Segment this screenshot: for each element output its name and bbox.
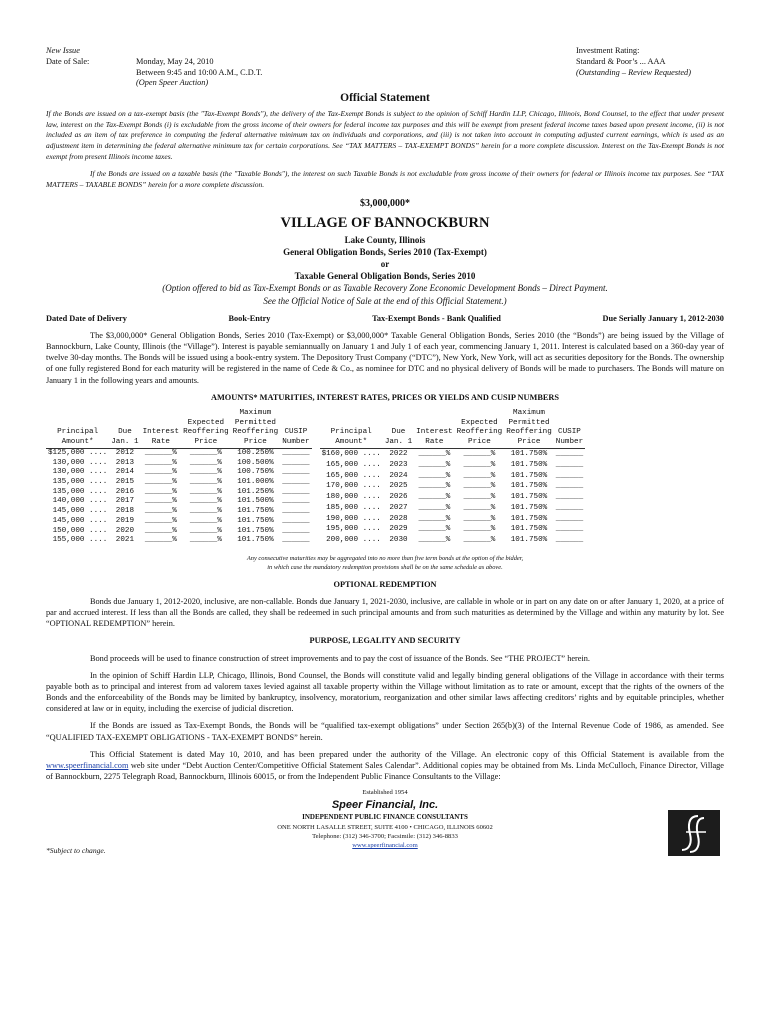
interest-rate-blank: ______% bbox=[418, 482, 451, 491]
firm-established: Established 1954 bbox=[362, 789, 408, 797]
due-year: 2022 bbox=[389, 449, 408, 458]
expected-price-blank: ______% bbox=[189, 458, 222, 467]
max-price: 101.250% bbox=[237, 487, 274, 496]
principal-amount: 155,000 .... bbox=[52, 536, 108, 545]
table-row bbox=[46, 448, 312, 458]
subject-to-change-note: *Subject to change. bbox=[46, 846, 106, 856]
interest-rate-blank: ______% bbox=[144, 497, 177, 506]
table-row bbox=[320, 535, 586, 546]
expected-price-blank: ______% bbox=[463, 503, 496, 512]
principal-amount: 180,000 .... bbox=[326, 493, 381, 502]
principal-amount: $125,000 .... bbox=[48, 448, 108, 457]
header-expected: Price bbox=[181, 438, 231, 448]
maturities-title: AMOUNTS* MATURITIES, INTEREST RATES, PRICES OR YIELDS AND CUSIP NUMBERS bbox=[210, 392, 559, 402]
interest-rate-blank: ______% bbox=[418, 460, 451, 469]
header-principal bbox=[46, 419, 109, 429]
cusip-blank: ______ bbox=[282, 497, 310, 506]
interest-rate-blank: ______% bbox=[418, 449, 451, 458]
max-price: 100.500% bbox=[237, 458, 274, 467]
header-maximum: Maximum bbox=[513, 408, 545, 417]
table-row bbox=[46, 517, 312, 527]
max-price: 101.750% bbox=[510, 471, 548, 480]
header-expected: Price bbox=[455, 438, 505, 448]
header-cusip: CUSIP bbox=[558, 428, 581, 437]
principal-amount: 130,000 .... bbox=[52, 468, 108, 477]
max-price: 100.750% bbox=[237, 468, 274, 477]
header-maximum: Maximum bbox=[239, 408, 272, 417]
speer-website-link[interactable]: www.speerfinancial.com bbox=[46, 761, 129, 771]
max-price: 101.750% bbox=[510, 503, 548, 512]
maturity-table-right bbox=[320, 409, 586, 546]
sale-type: (Open Speer Auction) bbox=[136, 78, 209, 88]
due-year: 2023 bbox=[389, 460, 408, 469]
table-row bbox=[46, 478, 312, 488]
maturity-schedule bbox=[46, 409, 724, 546]
header-expected: Expected bbox=[461, 418, 498, 427]
bond-amount: $3,000,000* bbox=[360, 197, 410, 209]
table-row bbox=[46, 536, 312, 546]
due-year: 2024 bbox=[389, 471, 408, 480]
table-row bbox=[320, 492, 586, 503]
max-price: 101.750% bbox=[237, 516, 274, 525]
table-row bbox=[320, 514, 586, 525]
principal-amount: 135,000 .... bbox=[52, 478, 108, 487]
firm-name: Speer Financial, Inc. bbox=[331, 798, 439, 811]
official-statement-page bbox=[46, 46, 724, 856]
expected-price-blank: ______% bbox=[463, 460, 496, 469]
sale-time: Between 9:45 and 10:00 A.M., C.D.T. bbox=[136, 67, 263, 77]
header-maximum: Permitted bbox=[234, 418, 276, 427]
header-maximum: Permitted bbox=[508, 418, 550, 427]
due-year: 2018 bbox=[115, 507, 135, 516]
tax-exempt-paragraph: If the Bonds are issued on a tax-exempt basis (the "Tax-Exempt Bonds"), the delivery of the Tax-Exempt Bonds is subject to the opinion of Schiff Hardin LLP, Chicago, Illinois, Bond Counsel, to the effect that under present law, interest on the Tax-Exempt Bonds (i) is excludable from the gross income of their owners for federal income tax purposes and this will be exempt from present federal income taxes based upon present income, (ii) is not included as an item of tax preference in computing the federal alternative minimum tax on individuals and corporations, and (iii) is not taken into account in computing adjusted current earnings, which is used as an adjustment item in determining the federal alternative minimum tax for certain corporations. See “TAX MATTERS – TAX-EXEMPT BONDS” herein for a more complete discussion. Interest on the Tax-Exempt Bonds is not exempt from present Illinois income taxes. bbox=[46, 108, 724, 162]
header-maximum: Price bbox=[504, 438, 554, 448]
header-cusip bbox=[554, 419, 585, 429]
rating-value: Standard & Poor’s ... AAA bbox=[576, 56, 666, 66]
header-principal: Principal bbox=[57, 428, 99, 437]
header-cusip: Number bbox=[554, 438, 585, 448]
header-principal bbox=[320, 409, 383, 419]
header-cusip bbox=[280, 419, 311, 429]
firm-consultants: INDEPENDENT PUBLIC FINANCE CONSULTANTS bbox=[302, 813, 468, 822]
principal-amount: 145,000 .... bbox=[52, 516, 108, 525]
series-taxable: Taxable General Obligation Bonds, Series 2010 bbox=[294, 271, 476, 282]
due-year: 2028 bbox=[389, 514, 408, 523]
option-line-2: See the Official Notice of Sale at the end of this Official Statement.) bbox=[263, 295, 507, 306]
cusip-blank: ______ bbox=[282, 487, 310, 496]
cusip-blank: ______ bbox=[282, 526, 310, 535]
due-year: 2015 bbox=[115, 478, 135, 487]
due-year: 2013 bbox=[115, 458, 135, 467]
max-price: 101.750% bbox=[510, 493, 548, 502]
interest-rate-blank: ______% bbox=[418, 471, 451, 480]
header-cusip bbox=[554, 409, 585, 419]
aggregation-note bbox=[46, 554, 724, 573]
header-cusip: CUSIP bbox=[284, 428, 308, 437]
header-interest: Rate bbox=[141, 438, 181, 448]
cusip-blank: ______ bbox=[555, 471, 584, 480]
due-serially: Due Serially January 1, 2012-2030 bbox=[602, 313, 724, 323]
principal-amount: 130,000 .... bbox=[52, 458, 108, 467]
due-year: 2014 bbox=[115, 468, 135, 477]
header-principal bbox=[46, 409, 109, 419]
interest-rate-blank: ______% bbox=[144, 536, 177, 545]
table-row bbox=[46, 468, 312, 478]
expected-price-blank: ______% bbox=[189, 448, 222, 457]
due-year: 2030 bbox=[389, 536, 408, 545]
interest-rate-blank: ______% bbox=[144, 507, 177, 516]
max-price: 101.750% bbox=[237, 536, 274, 545]
principal-amount: 190,000 .... bbox=[326, 514, 381, 523]
principal-amount: $160,000 .... bbox=[321, 449, 381, 458]
cusip-blank: ______ bbox=[555, 525, 584, 534]
header-maximum: Reoffering bbox=[232, 428, 279, 437]
header-expected: Reoffering bbox=[183, 428, 229, 437]
header-due: Due bbox=[118, 428, 132, 437]
issuer-name: VILLAGE OF BANNOCKBURN bbox=[280, 215, 490, 232]
purpose-title: PURPOSE, LEGALITY AND SECURITY bbox=[309, 636, 461, 646]
bank-qualified: Tax-Exempt Bonds - Bank Qualified bbox=[372, 313, 501, 323]
new-issue-label: New Issue bbox=[46, 46, 80, 55]
header-interest bbox=[414, 409, 454, 419]
header-principal: Principal bbox=[330, 428, 372, 437]
header-due bbox=[109, 409, 140, 419]
table-row bbox=[320, 503, 586, 514]
header-expected bbox=[455, 409, 505, 419]
max-price: 101.750% bbox=[510, 460, 548, 469]
cusip-blank: ______ bbox=[555, 536, 584, 545]
cusip-blank: ______ bbox=[282, 536, 310, 545]
header-principal bbox=[320, 419, 383, 429]
interest-rate-blank: ______% bbox=[144, 478, 177, 487]
table-row bbox=[320, 470, 586, 481]
principal-amount: 135,000 .... bbox=[52, 487, 108, 496]
purpose-text-2: In the opinion of Schiff Hardin LLP, Chicago, Illinois, Bond Counsel, the Bonds will constitute valid and legally binding general obligations of the Village in accordance with their terms payable both as to principal and interest from ad valorem taxes levied against all taxable property within the Village without limitation as to rate or amount, except that the rights of the owners of the Bonds and the enforceability of the Bonds may be limited by bankruptcy, insolvency, moratorium, reorganization and other similar laws affecting creditors’ rights and by equitable principles, whether considered at law or in equity, including the exercise of judicial discretion. bbox=[46, 670, 724, 714]
aggregation-note-line-1: Any consecutive maturities may be aggregated into no more than five term bonds at the option of the bidder, bbox=[246, 555, 524, 563]
firm-footer bbox=[46, 788, 724, 856]
series-tax-exempt: General Obligation Bonds, Series 2010 (Tax-Exempt) bbox=[283, 246, 487, 257]
expected-price-blank: ______% bbox=[189, 507, 222, 516]
max-price: 101.750% bbox=[510, 482, 548, 491]
cusip-blank: ______ bbox=[555, 460, 584, 469]
header-expected bbox=[181, 409, 231, 419]
maturity-table-left bbox=[46, 409, 312, 546]
due-year: 2027 bbox=[389, 503, 408, 512]
purpose-text-3: If the Bonds are issued as Tax-Exempt Bonds, the Bonds will be “qualified tax-exempt obligations” under Section 265(b)(3) of the Internal Revenue Code of 1986, as amended. See “QUALIFIED TAX-EXEMPT OBLIGATIONS - TAX-EXEMPT BONDS” herein. bbox=[46, 721, 724, 742]
header-principal: Amount* bbox=[320, 438, 383, 448]
document-title: Official Statement bbox=[340, 92, 430, 105]
cusip-blank: ______ bbox=[282, 468, 310, 477]
header-due bbox=[109, 419, 140, 429]
expected-price-blank: ______% bbox=[189, 526, 222, 535]
due-year: 2012 bbox=[115, 448, 135, 457]
table-row bbox=[46, 527, 312, 537]
expected-price-blank: ______% bbox=[463, 449, 496, 458]
header-cusip: Number bbox=[280, 438, 311, 448]
header-interest: Rate bbox=[414, 438, 454, 448]
table-row bbox=[46, 497, 312, 507]
header-due bbox=[383, 419, 414, 429]
principal-amount: 170,000 .... bbox=[326, 482, 381, 491]
max-price: 101.500% bbox=[237, 497, 274, 506]
header-interest bbox=[141, 419, 181, 429]
cusip-blank: ______ bbox=[282, 507, 310, 516]
firm-web-link[interactable]: www.speerfinancial.com bbox=[352, 842, 418, 850]
interest-rate-blank: ______% bbox=[418, 514, 451, 523]
cusip-blank: ______ bbox=[282, 478, 310, 487]
max-price: 100.250% bbox=[237, 448, 274, 457]
interest-rate-blank: ______% bbox=[418, 525, 451, 534]
expected-price-blank: ______% bbox=[189, 468, 222, 477]
header-due: Jan. 1 bbox=[109, 438, 140, 448]
firm-address: ONE NORTH LASALLE STREET, SUITE 4100 • CHICAGO, ILLINOIS 60602 bbox=[277, 823, 493, 831]
header-principal: Amount* bbox=[46, 438, 109, 448]
cusip-blank: ______ bbox=[282, 448, 310, 457]
interest-rate-blank: ______% bbox=[144, 526, 177, 535]
bonds-description: The $3,000,000* General Obligation Bonds, Series 2010 (Tax-Exempt) or $3,000,000* Taxable General Obligation Bonds, Series 2010 (the “Bonds”) are being issued by the Village of Bannockburn, Lake County, Illinois (the “Village”). Interest is payable semiannually on January 1 and July 1 of each year, commencing January 1, 2011. Interest is calculated based on a 360-day year of twelve 30-day months. The Bonds will be issued using a book-entry system. The Depository Trust Company (“DTC”), New York, New York, will act as securities depository for the Bonds. The ownership of one fully registered Bond for each maturity will be registered in the name of Cede & Co., as nominee for DTC and no physical delivery of Bonds will be made to purchasers. The Bonds will mature on January 1 in the following years and amounts. bbox=[46, 330, 724, 385]
due-year: 2020 bbox=[115, 526, 135, 535]
sale-header bbox=[46, 46, 724, 89]
table-row bbox=[320, 524, 586, 535]
principal-amount: 195,000 .... bbox=[326, 525, 381, 534]
cusip-blank: ______ bbox=[555, 449, 584, 458]
statement-date-text bbox=[46, 749, 724, 783]
principal-amount: 165,000 .... bbox=[326, 471, 381, 480]
table-row bbox=[320, 460, 586, 471]
interest-rate-blank: ______% bbox=[418, 536, 451, 545]
max-price: 101.750% bbox=[510, 449, 548, 458]
cusip-blank: ______ bbox=[282, 516, 310, 525]
due-year: 2019 bbox=[115, 516, 135, 525]
firm-phone: Telephone: (312) 346-3700; Facsimile: (312) 346-8833 bbox=[312, 833, 458, 841]
interest-rate-blank: ______% bbox=[418, 493, 451, 502]
speer-logo-icon bbox=[668, 810, 720, 856]
header-due bbox=[383, 409, 414, 419]
principal-amount: 165,000 .... bbox=[326, 460, 381, 469]
principal-amount: 150,000 .... bbox=[52, 526, 108, 535]
cusip-blank: ______ bbox=[555, 482, 584, 491]
expected-price-blank: ______% bbox=[189, 487, 222, 496]
expected-price-blank: ______% bbox=[463, 525, 496, 534]
expected-price-blank: ______% bbox=[463, 514, 496, 523]
max-price: 101.750% bbox=[237, 526, 274, 535]
header-interest: Interest bbox=[142, 428, 180, 437]
cusip-blank: ______ bbox=[555, 514, 584, 523]
expected-price-blank: ______% bbox=[463, 471, 496, 480]
series-or: or bbox=[380, 259, 390, 270]
principal-amount: 200,000 .... bbox=[326, 536, 381, 545]
aggregation-note-line-2: in which case the mandatory redemption provisions shall be on the same schedule as above. bbox=[267, 564, 503, 572]
expected-price-blank: ______% bbox=[463, 536, 496, 545]
option-line-1: (Option offered to bid as Tax-Exempt Bonds or as Taxable Recovery Zone Economic Development Bonds – Direct Payment. bbox=[162, 283, 608, 294]
due-year: 2021 bbox=[115, 536, 135, 545]
interest-rate-blank: ______% bbox=[144, 468, 177, 477]
rating-note: (Outstanding – Review Requested) bbox=[576, 67, 691, 77]
max-price: 101.750% bbox=[510, 536, 548, 545]
interest-rate-blank: ______% bbox=[144, 487, 177, 496]
purpose-text-1: Bond proceeds will be used to finance construction of street improvements and to pay the cost of issuance of the Bonds. See “THE PROJECT” herein. bbox=[90, 653, 590, 663]
cusip-blank: ______ bbox=[282, 458, 310, 467]
due-year: 2029 bbox=[389, 525, 408, 534]
principal-amount: 145,000 .... bbox=[52, 507, 108, 516]
rating-label: Investment Rating: bbox=[576, 46, 640, 55]
sale-date: Monday, May 24, 2010 bbox=[136, 56, 214, 66]
header-maximum: Price bbox=[231, 438, 281, 448]
table-row bbox=[320, 481, 586, 492]
expected-price-blank: ______% bbox=[189, 478, 222, 487]
statement-date-text-a: This Official Statement is dated May 10, 2010, and has been prepared under the authority of the Village. An electronic copy of this Official Statement is available from the bbox=[90, 749, 724, 759]
header-interest: Interest bbox=[416, 428, 453, 437]
cusip-blank: ______ bbox=[555, 503, 584, 512]
expected-price-blank: ______% bbox=[189, 497, 222, 506]
expected-price-blank: ______% bbox=[189, 516, 222, 525]
interest-rate-blank: ______% bbox=[418, 503, 451, 512]
principal-amount: 185,000 .... bbox=[326, 503, 381, 512]
table-row bbox=[46, 459, 312, 469]
expected-price-blank: ______% bbox=[189, 536, 222, 545]
header-interest bbox=[141, 409, 181, 419]
optional-redemption-title: OPTIONAL REDEMPTION bbox=[333, 579, 437, 589]
header-expected: Expected bbox=[187, 418, 225, 427]
taxable-paragraph: If the Bonds are issued on a taxable basis (the "Taxable Bonds"), the interest on such Taxable Bonds is not excludable from gross income of their owners for federal or Illinois income tax purposes. See “TAX MATTERS – TAXABLE BONDS” herein for a more complete discussion. bbox=[46, 169, 724, 189]
table-row bbox=[46, 507, 312, 517]
header-due: Due bbox=[391, 428, 406, 437]
header-expected: Reoffering bbox=[456, 428, 503, 437]
statement-date-text-b: web site under “Debt Auction Center/Competitive Official Statement Sales Calendar”. Additional copies may be obtained from Ms. Linda McCulloch, Finance Director, Village of Bannockburn, 2275 Telegraph Road, Bannockburn, Illinois 60015, or from the Independent Public Finance Consultants to the Village: bbox=[46, 761, 724, 782]
dated-date: Dated Date of Delivery bbox=[46, 313, 127, 323]
max-price: 101.000% bbox=[237, 478, 274, 487]
optional-redemption-text: Bonds due January 1, 2012-2020, inclusive, are non-callable. Bonds due January 1, 2021-2030, inclusive, are callable in whole or in part on any date on or after January 1, 2020, at a price of par and accrued interest. If less than all the Bonds are called, they shall be redeemed in such principal amounts and from such maturities as determined by the Village and within any maturity by lot. See “OPTIONAL REDEMPTION” herein. bbox=[46, 596, 724, 629]
county-name: Lake County, Illinois bbox=[344, 234, 426, 245]
expected-price-blank: ______% bbox=[463, 493, 496, 502]
max-price: 101.750% bbox=[237, 507, 274, 516]
cusip-blank: ______ bbox=[555, 493, 584, 502]
interest-rate-blank: ______% bbox=[144, 516, 177, 525]
max-price: 101.750% bbox=[510, 514, 548, 523]
header-interest bbox=[414, 419, 454, 429]
table-row bbox=[46, 488, 312, 498]
due-year: 2026 bbox=[389, 493, 408, 502]
header-maximum: Reoffering bbox=[506, 428, 552, 437]
interest-rate-blank: ______% bbox=[144, 458, 177, 467]
dated-row bbox=[46, 313, 724, 324]
principal-amount: 140,000 .... bbox=[52, 497, 108, 506]
header-cusip bbox=[280, 409, 311, 419]
header-due: Jan. 1 bbox=[383, 438, 414, 448]
due-year: 2025 bbox=[389, 482, 408, 491]
max-price: 101.750% bbox=[510, 525, 548, 534]
expected-price-blank: ______% bbox=[463, 482, 496, 491]
due-year: 2016 bbox=[115, 487, 135, 496]
due-year: 2017 bbox=[115, 497, 135, 506]
book-entry: Book-Entry bbox=[228, 313, 271, 323]
date-of-sale-label: Date of Sale: bbox=[46, 56, 90, 66]
interest-rate-blank: ______% bbox=[144, 448, 177, 457]
table-row bbox=[320, 448, 586, 459]
